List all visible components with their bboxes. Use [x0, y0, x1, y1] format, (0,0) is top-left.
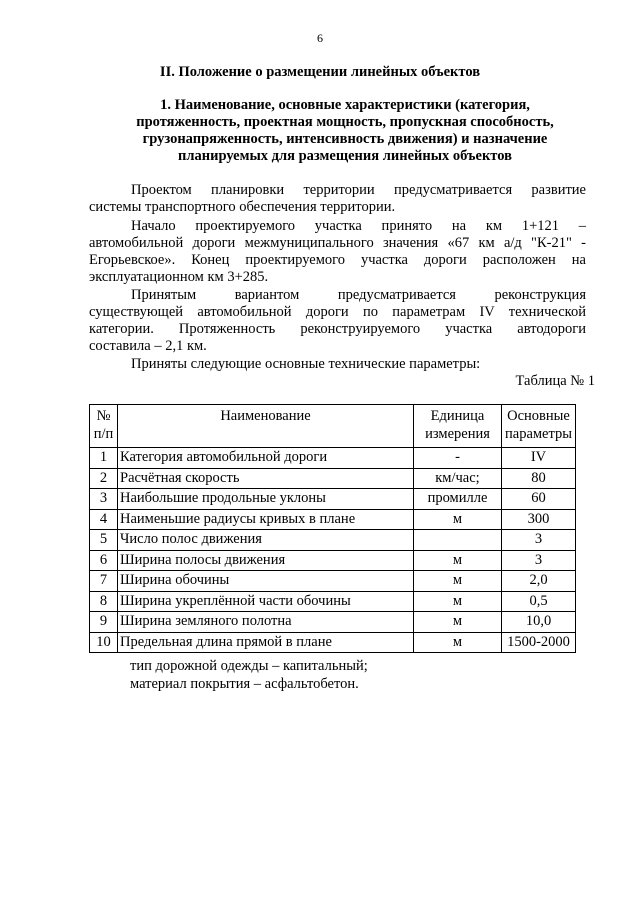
subsection-title-line: планируемых для размещения линейных объектов	[178, 148, 512, 164]
subsection-title-line: грузонапряженность, интенсивность движения) и назначение	[142, 131, 548, 147]
notes	[130, 657, 368, 693]
note-line: тип дорожной одежды – капитальный;	[130, 658, 368, 674]
table-row	[90, 632, 576, 653]
header-num	[90, 405, 118, 448]
header-unit	[414, 405, 502, 448]
cell-value: 300	[502, 509, 576, 530]
cell-unit: м	[414, 591, 502, 612]
table-row	[90, 530, 576, 551]
cell-unit: м	[414, 632, 502, 653]
cell-name: Предельная длина прямой в плане	[118, 632, 414, 653]
parameters-table	[89, 404, 576, 653]
cell-name: Ширина укреплённой части обочины	[118, 591, 414, 612]
cell-name: Расчётная скорость	[118, 468, 414, 489]
header-value-line: Основные	[507, 408, 570, 424]
paragraph-line: категории. Протяженность реконструируемого участка автодороги	[89, 321, 586, 337]
header-num-line: №	[96, 408, 111, 424]
note-line: материал покрытия – асфальтобетон.	[130, 676, 359, 692]
cell-unit: -	[414, 448, 502, 469]
cell-num: 4	[90, 509, 118, 530]
paragraph-line: Начало проектируемого участка принято на км 1+121 –	[131, 218, 586, 234]
cell-num: 3	[90, 489, 118, 510]
table-row	[90, 448, 576, 469]
paragraph-intro	[89, 182, 586, 216]
section-title: II. Положение о размещении линейных объектов	[159, 64, 481, 80]
table-row	[90, 468, 576, 489]
header-value	[502, 405, 576, 448]
cell-num: 7	[90, 571, 118, 592]
cell-unit	[414, 530, 502, 551]
cell-num: 1	[90, 448, 118, 469]
paragraph-line: существующей автомобильной дороги по параметрам IV технической	[89, 304, 586, 320]
cell-value: 10,0	[502, 612, 576, 633]
cell-unit: м	[414, 509, 502, 530]
paragraph-line: составила – 2,1 км.	[89, 338, 207, 354]
paragraph-line: Приняты следующие основные технические параметры:	[131, 356, 481, 372]
cell-value: 80	[502, 468, 576, 489]
cell-name: Число полос движения	[118, 530, 414, 551]
paragraph-line: автомобильной дороги межмуниципального значения «67 км а/д "К-21" -	[89, 235, 586, 251]
paragraph-reconstruction	[89, 287, 586, 355]
cell-unit: км/час;	[414, 468, 502, 489]
subsection-title	[100, 97, 590, 165]
cell-value: 3	[502, 550, 576, 571]
subsection-title-line: 1. Наименование, основные характеристики (категория,	[160, 97, 530, 113]
cell-value: 1500-2000	[502, 632, 576, 653]
cell-num: 9	[90, 612, 118, 633]
paragraph-line: Принятым вариантом предусматривается реконструкция	[131, 287, 586, 303]
table-row	[90, 509, 576, 530]
cell-num: 8	[90, 591, 118, 612]
paragraph-parameters-intro	[89, 356, 586, 373]
table-row	[90, 571, 576, 592]
paragraph-line: системы транспортного обеспечения территории.	[89, 199, 396, 215]
cell-num: 2	[90, 468, 118, 489]
header-value-line: параметры	[505, 426, 572, 442]
table-header-row	[90, 405, 576, 448]
cell-unit: промилле	[414, 489, 502, 510]
table-row	[90, 550, 576, 571]
cell-value: 0,5	[502, 591, 576, 612]
cell-num: 6	[90, 550, 118, 571]
table-row	[90, 591, 576, 612]
cell-value: 60	[502, 489, 576, 510]
cell-name: Наибольшие продольные уклоны	[118, 489, 414, 510]
cell-name: Ширина обочины	[118, 571, 414, 592]
header-unit-line: Единица	[430, 408, 485, 424]
page-number: 6	[317, 31, 323, 45]
cell-num: 5	[90, 530, 118, 551]
table-row	[90, 489, 576, 510]
paragraph-line: Егорьевское». Конец проектируемого участка дороги расположен на	[89, 252, 586, 268]
cell-unit: м	[414, 612, 502, 633]
subsection-title-line: протяженность, проектная мощность, пропускная способность,	[136, 114, 554, 130]
cell-value: IV	[502, 448, 576, 469]
cell-name: Ширина земляного полотна	[118, 612, 414, 633]
table-caption: Таблица № 1	[515, 373, 595, 389]
cell-value: 2,0	[502, 571, 576, 592]
cell-num: 10	[90, 632, 118, 653]
paragraph-line: Проектом планировки территории предусматривается развитие	[131, 182, 586, 198]
table-row	[90, 612, 576, 633]
paragraph-line: эксплуатационном км 3+285.	[89, 269, 269, 285]
header-unit-line: измерения	[425, 426, 490, 442]
cell-value: 3	[502, 530, 576, 551]
header-num-line: п/п	[93, 426, 114, 442]
cell-name: Ширина полосы движения	[118, 550, 414, 571]
cell-name: Наименьшие радиусы кривых в плане	[118, 509, 414, 530]
cell-unit: м	[414, 550, 502, 571]
cell-name: Категория автомобильной дороги	[118, 448, 414, 469]
cell-unit: м	[414, 571, 502, 592]
header-name: Наименование	[118, 405, 414, 448]
paragraph-section-start	[89, 218, 586, 286]
